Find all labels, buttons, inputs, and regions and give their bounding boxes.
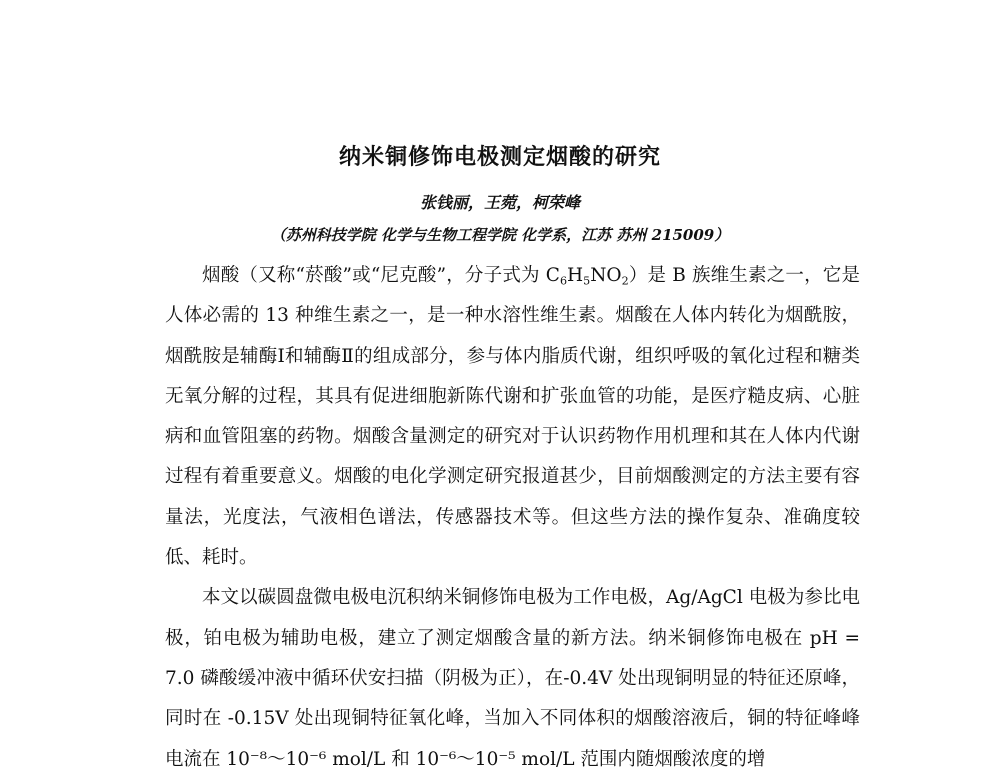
paragraph-1-intro: 烟酸（又称“菸酸”或“尼克酸”，分子式为 [202,265,546,286]
formula-nitrogen-oxygen: NO [590,265,622,286]
formula-carbon-count: 6 [559,274,567,288]
paragraph-2: 本文以碳圆盘微电极电沉积纳米铜修饰电极为工作电极，Ag/AgCl 电极为参比电极，铂电极为辅助电极，建立了测定烟酸含量的新方法。纳米铜修饰电极在 pH = 7.0 磷酸缓冲液中循环伏安扫描（阴极为正），在-0.4V 处出现铜明显的特征还原峰，同时在 -0.15V 处出现铜特征氧化峰，当加入不同体积的烟酸溶液后，铜的特征峰峰电流在 10⁻⁸～10⁻⁶ mol/L 和 10⁻⁶～10⁻⁵ mol/L 范围内随烟酸浓度的增 [165,587,860,770]
author-list: 张钱丽，王菀，柯荣峰 [419,193,580,212]
formula-oxygen-count: 2 [621,274,629,288]
paragraph-1-body: ）是 B 族维生素之一，它是人体必需的 13 种维生素之一，是一种水溶性维生素。烟酸在人体内转化为烟酰胺，烟酰胺是辅酶Ⅰ和辅酶Ⅱ的组成部分，参与体内脂质代谢，组织呼吸的氧化过程和糖类无氧分解的过程，其具有促进细胞新陈代谢和扩张血管的功能，是医疗糙皮病、心脏病和血管阻塞的药物。烟酸含量测定的研究对于认识药物作用机理和其在人体内代谢过程有着重要意义。烟酸的电化学测定研究报道甚少，目前烟酸测定的方法主要有容量法，光度法，气液相色谱法，传感器技术等。但这些方法的操作复杂、准确度较低、耗时。 [165,265,860,569]
formula-hydrogen-count: 5 [583,274,591,288]
paper-title: 纳米铜修饰电极测定烟酸的研究 [338,145,661,170]
author-affiliation: （苏州科技学院 化学与生物工程学院 化学系，江苏 苏州 215009） [270,226,730,244]
molecular-formula [546,265,629,286]
formula-carbon: C [545,265,560,286]
paragraph-1 [165,256,860,578]
formula-hydrogen: H [567,265,584,286]
body-text [165,256,860,780]
